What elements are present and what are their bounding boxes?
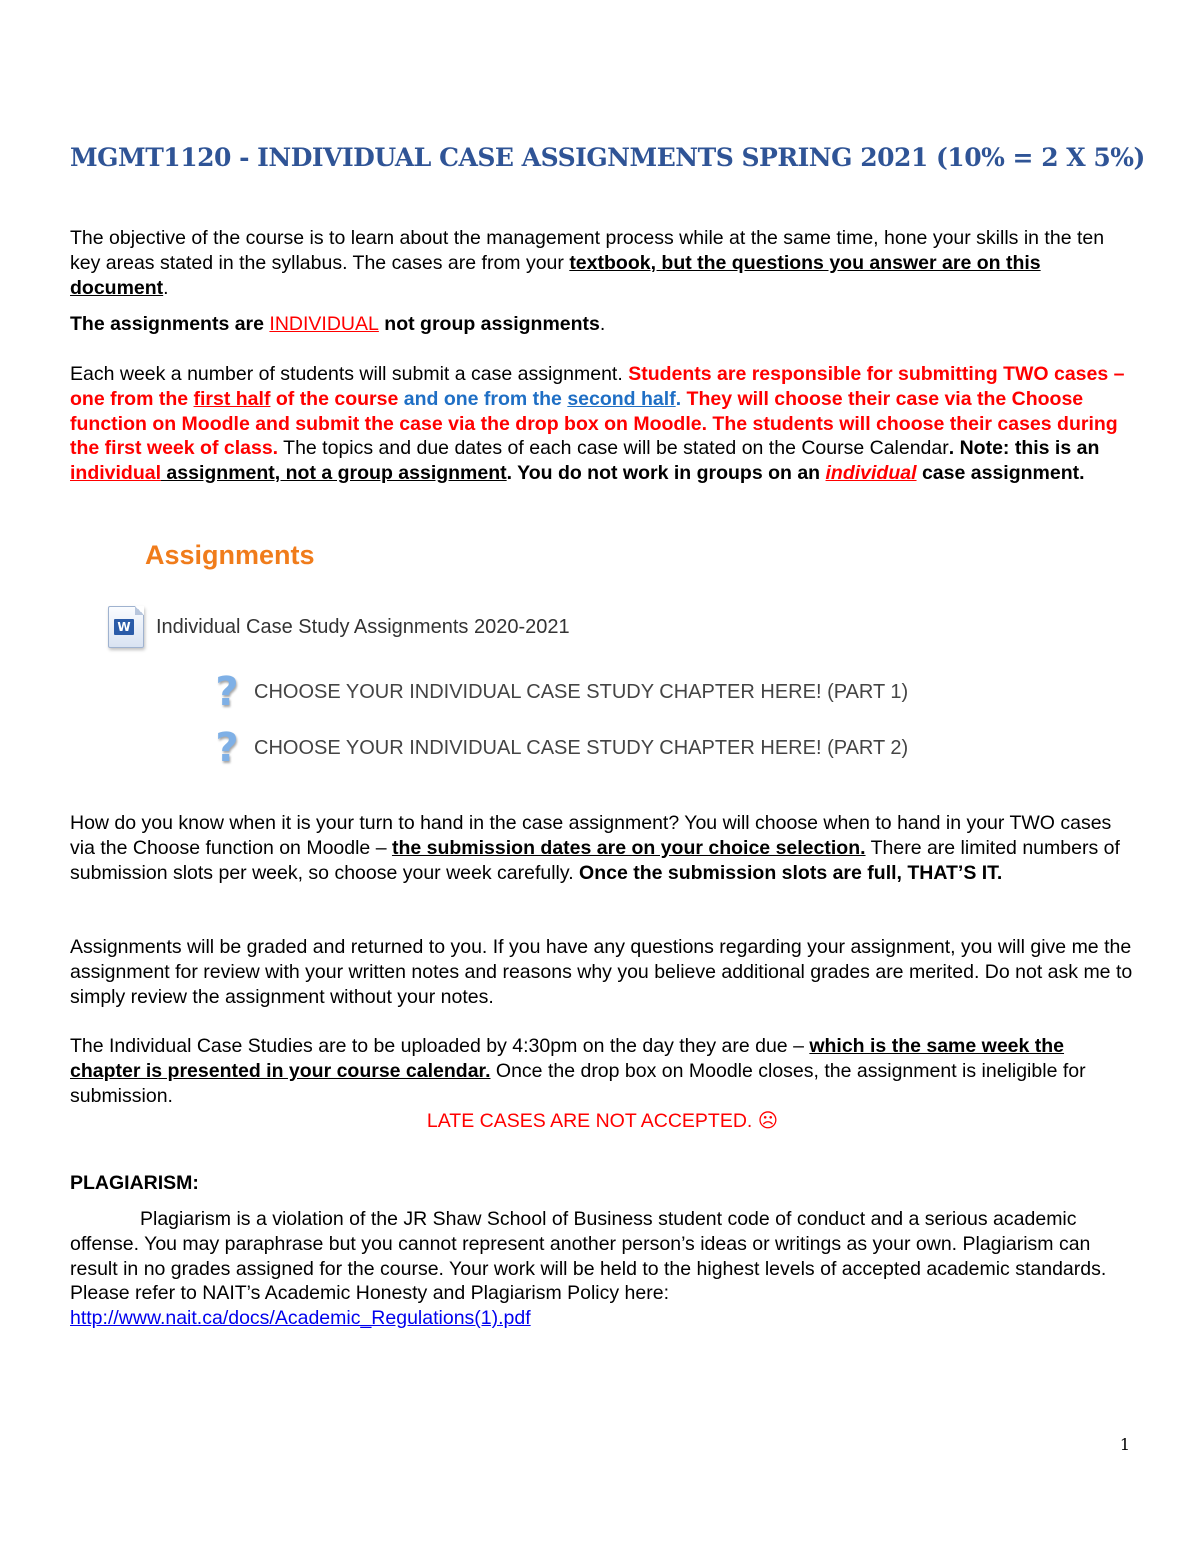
choice-label-part1: CHOOSE YOUR INDIVIDUAL CASE STUDY CHAPTER HERE! (PART 1) [254,680,909,703]
grading-paragraph: Assignments will be graded and returned to you. If you have any questions regarding your assignment, you will give me the assignment for review with your written notes and reasons why you believe additional grades are merited. Do not ask me to simply review the assignment without your notes. [70,936,1133,1008]
turn-instructions: How do you know when it is your turn to hand in the case assignment? You will choose when to hand in your TWO cases via the Choose function on Moodle – the submission dates are on your choice selection. There are limited numbers of submission slots per week, so choose your week carefully. Once the submission slots are full, THAT’S IT. [70,812,1120,884]
assignments-heading: Assignments [145,540,315,570]
case-study-file-link[interactable] [108,605,570,649]
document-title: MGMT1120 - INDIVIDUAL CASE ASSIGNMENTS SPRING 2021 (10% = 2 X 5%) [70,143,1145,172]
sad-face-icon: ☹ [757,1109,779,1132]
choice-label-part2: CHOOSE YOUR INDIVIDUAL CASE STUDY CHAPTER HERE! (PART 2) [254,736,909,759]
file-label: Individual Case Study Assignments 2020-2021 [156,615,570,638]
question-icon: ? [215,669,239,715]
word-document-icon: W [108,606,144,648]
plagiarism-paragraph: Plagiarism is a violation of the JR Shaw School of Business student code of conduct and a serious academic offense. You may paraphrase but you cannot represent another person’s ideas or writings as your own. Plagiarism can result in no grades assigned for the course. Your work will be held to the highest levels of accepted academic standards. Please refer to NAIT’s Academic Honesty and Plagiarism Policy here: http://www.nait.ca/docs/Academic_Regulations(1).pdf [70,1208,1107,1330]
upload-deadline-paragraph: The Individual Case Studies are to be uploaded by 4:30pm on the day they are due – which is the same week the chapter is presented in your course calendar. Once the drop box on Moodle closes, the assignment is ineligible for submission. [70,1035,1086,1107]
page-number: 1 [1119,1435,1130,1454]
individual-notice: The assignments are INDIVIDUAL not group assignments. [70,313,606,335]
objective-paragraph: The objective of the course is to learn about the management process while at the same time, hone your skills in the ten key areas stated in the syllabus. The cases are from your textbook, but the questions you answer are on this document. [70,227,1105,299]
submission-instructions: Each week a number of students will submit a case assignment. Students are responsible for submitting TWO cases – one from the first half of the course and one from the second half. They will choose their case via the Choose function on Moodle and submit the case via the drop box on Moodle. The students will choose their cases during the first week of class. The topics and due dates of each case will be stated on the Course Calendar. Note: this is an individual assignment, not a group assignment. You do not work in groups on an individual case assignment. [70,363,1125,485]
moodle-assignments-screenshot [100,535,1020,785]
plagiarism-heading: PLAGIARISM: [70,1172,199,1194]
question-icon: ? [215,725,239,771]
choose-part2-link[interactable] [210,726,908,770]
academic-regulations-link[interactable]: http://www.nait.ca/docs/Academic_Regulations(1).pdf [70,1307,531,1330]
choose-part1-link[interactable] [210,670,908,714]
late-notice: LATE CASES ARE NOT ACCEPTED. ☹ [426,1109,779,1132]
